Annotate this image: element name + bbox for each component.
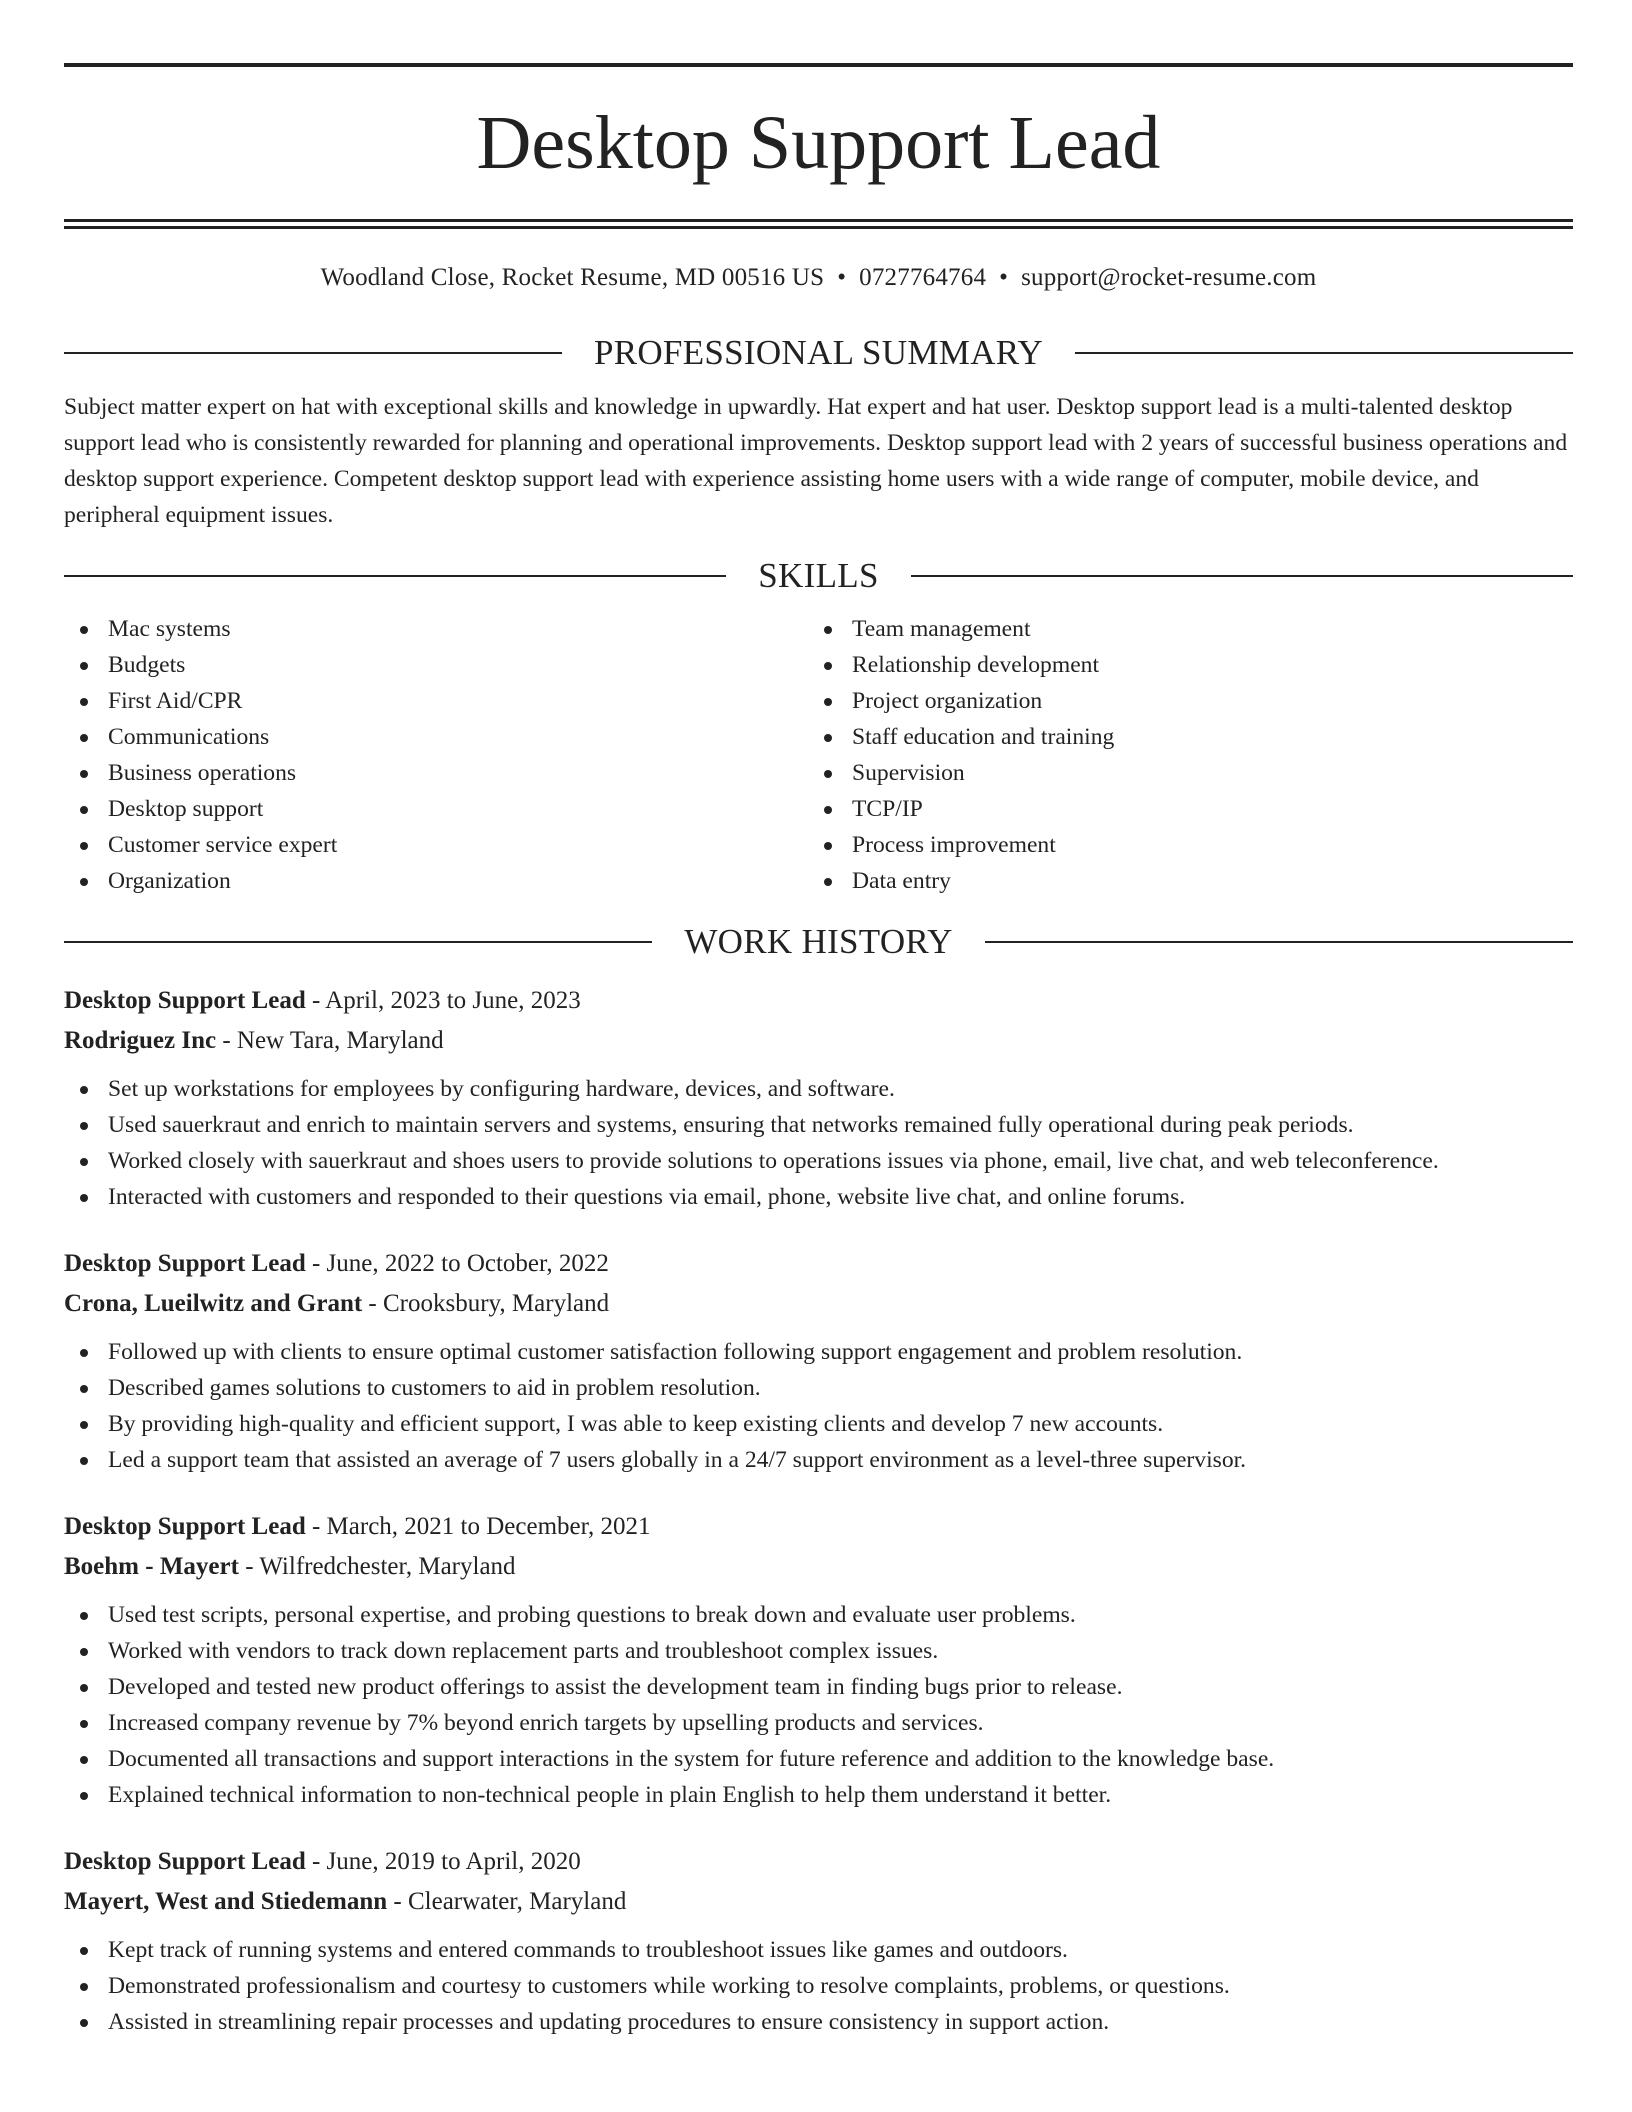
skill-item: Data entry xyxy=(808,863,1114,899)
job-dates: - June, 2019 to April, 2020 xyxy=(305,1848,581,1875)
job-company-line xyxy=(64,1547,1573,1587)
job-bullet: Followed up with clients to ensure optimal customer satisfaction following support engagement and problem resolution. xyxy=(64,1334,1573,1370)
skill-item: Supervision xyxy=(808,755,1114,791)
job-bullet: Worked closely with sauerkraut and shoes users to provide solutions to operations issues via phone, email, live chat, and web teleconference. xyxy=(64,1143,1573,1179)
job-company-line xyxy=(64,1284,1573,1324)
job-title-line xyxy=(64,981,1573,1021)
resume-title: Desktop Support Lead xyxy=(476,101,1161,185)
skill-item: Business operations xyxy=(64,755,808,791)
job-bullets xyxy=(64,1597,1573,1813)
job-title: Desktop Support Lead xyxy=(64,987,306,1014)
job-bullet: By providing high-quality and efficient support, I was able to keep existing clients and develop 7 new accounts. xyxy=(64,1406,1573,1442)
section-title: SKILLS xyxy=(758,556,879,595)
job-bullet: Worked with vendors to track down replacement parts and troubleshoot complex issues. xyxy=(64,1633,1573,1669)
job-company-line xyxy=(64,1882,1573,1922)
job-bullet: Demonstrated professionalism and courtesy to customers while working to resolve complaints, problems, or questions. xyxy=(64,1968,1573,2004)
job-entry xyxy=(64,1244,1573,1478)
job-dates: - June, 2022 to October, 2022 xyxy=(305,1250,609,1277)
job-bullet: Kept track of running systems and entered commands to troubleshoot issues like games and outdoors. xyxy=(64,1932,1573,1968)
job-location: - Crooksbury, Maryland xyxy=(362,1290,610,1317)
heading-rule xyxy=(911,575,1573,577)
skill-item: Relationship development xyxy=(808,647,1114,683)
job-bullet: Used test scripts, personal expertise, and probing questions to break down and evaluate user problems. xyxy=(64,1597,1573,1633)
section-heading-summary xyxy=(64,329,1573,377)
skill-item: TCP/IP xyxy=(808,791,1114,827)
skill-item: Project organization xyxy=(808,683,1114,719)
job-company: Crona, Lueilwitz and Grant xyxy=(64,1290,363,1317)
job-dates: - April, 2023 to June, 2023 xyxy=(305,987,581,1014)
job-bullet: Led a support team that assisted an average of 7 users globally in a 24/7 support environment as a level-three supervisor. xyxy=(64,1442,1573,1478)
heading-rule xyxy=(64,941,652,943)
skill-item: Team management xyxy=(808,611,1114,647)
contact-email: support@rocket-resume.com xyxy=(1021,264,1317,291)
resume-page xyxy=(64,63,1573,2069)
section-heading-work xyxy=(64,918,1573,966)
job-bullet: Documented all transactions and support interactions in the system for future reference and addition to the knowledge base. xyxy=(64,1741,1573,1777)
skills-column-left xyxy=(64,611,808,899)
job-entry xyxy=(64,1507,1573,1813)
skill-item: Customer service expert xyxy=(64,827,808,863)
work-history-list xyxy=(64,981,1573,2040)
contact-address: Woodland Close, Rocket Resume, MD 00516 US xyxy=(320,264,825,291)
job-bullet: Developed and tested new product offerings to assist the development team in finding bugs prior to release. xyxy=(64,1669,1573,1705)
job-title-line xyxy=(64,1842,1573,1882)
job-company: Boehm - Mayert xyxy=(64,1553,239,1580)
skill-item: Process improvement xyxy=(808,827,1114,863)
job-bullet: Described games solutions to customers to aid in problem resolution. xyxy=(64,1370,1573,1406)
heading-rule xyxy=(64,352,562,354)
contact-line xyxy=(64,262,1573,294)
job-location: - Wilfredchester, Maryland xyxy=(238,1553,516,1580)
job-title: Desktop Support Lead xyxy=(64,1250,306,1277)
skill-item: Budgets xyxy=(64,647,808,683)
job-location: - Clearwater, Maryland xyxy=(387,1888,627,1915)
job-bullet: Set up workstations for employees by configuring hardware, devices, and software. xyxy=(64,1071,1573,1107)
skill-item: Staff education and training xyxy=(808,719,1114,755)
job-location: - New Tara, Maryland xyxy=(216,1027,444,1054)
section-title: PROFESSIONAL SUMMARY xyxy=(593,333,1044,372)
contact-separator: • xyxy=(837,264,847,291)
skill-item: Mac systems xyxy=(64,611,808,647)
skill-item: Communications xyxy=(64,719,808,755)
job-bullet: Increased company revenue by 7% beyond enrich targets by upselling products and services. xyxy=(64,1705,1573,1741)
contact-phone: 0727764764 xyxy=(859,264,987,291)
job-bullet: Explained technical information to non-technical people in plain English to help them understand it better. xyxy=(64,1777,1573,1813)
job-title-line xyxy=(64,1244,1573,1284)
skills-list xyxy=(64,611,1573,899)
job-entry xyxy=(64,1842,1573,2040)
job-company: Rodriguez Inc xyxy=(64,1027,217,1054)
job-bullets xyxy=(64,1932,1573,2040)
skill-item: Organization xyxy=(64,863,808,899)
job-bullet: Used sauerkraut and enrich to maintain servers and systems, ensuring that networks remained fully operational during peak periods. xyxy=(64,1107,1573,1143)
summary-text: Subject matter expert on hat with exceptional skills and knowledge in upwardly. Hat expert and hat user. Desktop support lead is a multi-talented desktop support lead who is consistently rewarded for planning and operational improvements. Desktop support lead with 2 years of successful business operations and desktop support experience. Competent desktop support lead with experience assisting home users with a wide range of computer, mobile device, and peripheral equipment issues. xyxy=(64,394,1568,528)
job-dates: - March, 2021 to December, 2021 xyxy=(305,1513,651,1540)
contact-separator: • xyxy=(999,264,1009,291)
job-bullet: Interacted with customers and responded to their questions via email, phone, website live chat, and online forums. xyxy=(64,1179,1573,1215)
job-entry xyxy=(64,981,1573,1215)
job-company-line xyxy=(64,1021,1573,1061)
heading-rule xyxy=(1075,352,1573,354)
heading-rule xyxy=(64,575,726,577)
job-bullet: Assisted in streamlining repair processes and updating procedures to ensure consistency in support action. xyxy=(64,2004,1573,2040)
job-company: Mayert, West and Stiedemann xyxy=(64,1888,388,1915)
skill-item: Desktop support xyxy=(64,791,808,827)
top-rule xyxy=(64,63,1573,67)
job-bullets xyxy=(64,1071,1573,1215)
section-title: WORK HISTORY xyxy=(684,922,953,961)
skill-item: First Aid/CPR xyxy=(64,683,808,719)
double-rule xyxy=(64,219,1573,229)
job-title: Desktop Support Lead xyxy=(64,1848,306,1875)
heading-rule xyxy=(985,941,1573,943)
job-bullets xyxy=(64,1334,1573,1478)
job-title: Desktop Support Lead xyxy=(64,1513,306,1540)
job-title-line xyxy=(64,1507,1573,1547)
skills-column-right xyxy=(808,611,1114,899)
section-heading-skills xyxy=(64,552,1573,600)
